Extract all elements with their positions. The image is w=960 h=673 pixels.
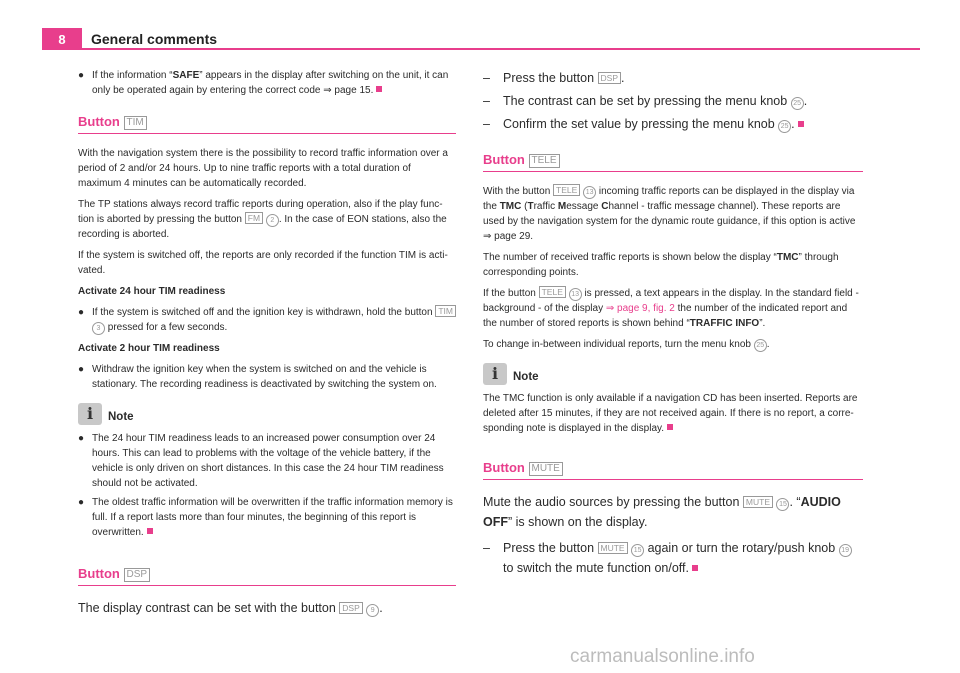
tele-paragraph-1: With the button TELE 13 incoming traffic reports can be displayed in the display via the TMC (Traffic Message Channel - traffic message channel). These reports are used by the navigation system for the dynamic route guidance, if this option is active ⇒ page 29. xyxy=(483,185,856,242)
callout-19: 19 xyxy=(839,544,852,557)
section-end-marker xyxy=(376,86,382,92)
tele-note: The TMC function is only available if a navigation CD has been inserted. Reports are deleted after 15 minutes, if they are not received again. If there is no report, a corre-sponding note is displayed in the display. xyxy=(483,393,858,434)
mute-paragraph: Mute the audio sources by pressing the button MUTE 15 . “AUDIO OFF” is shown on the display. xyxy=(483,495,841,529)
callout-25: 25 xyxy=(778,120,791,133)
tim-sub-24h: Activate 24 hour TIM readiness xyxy=(78,286,226,297)
safe-bullet: ● If the information “SAFE” appears in the display after switching on the unit, it can only be operated again by entering the correct code ⇒ page 15. xyxy=(78,70,449,96)
tim-bullet-2h: ● Withdraw the ignition key when the system is switched on and the vehicle is stationary. The recording readiness is deactivated by switching the system on. xyxy=(78,364,437,390)
section-end-marker xyxy=(798,121,804,127)
tele-key-icon: TELE xyxy=(529,154,560,168)
section-heading-tim: Button TIM xyxy=(78,114,456,134)
tim-key-icon: TIM xyxy=(124,116,147,130)
mute-step-1: – Press the button MUTE 15 again or turn the rotary/push knob 19 to switch the mute function on/off. xyxy=(483,538,863,578)
callout-15: 15 xyxy=(631,544,644,557)
page-number: 8 xyxy=(42,28,82,50)
mute-key-icon: MUTE xyxy=(529,462,563,476)
dsp-step-3: – Confirm the set value by pressing the menu knob 25 . xyxy=(483,114,863,134)
note-bullet-2: ● The oldest traffic information will be overwritten if the traffic information memory is full. If a report lasts more than four minutes, the beginning of this report is overwritten. xyxy=(78,497,453,538)
note-heading: i Note xyxy=(483,362,863,385)
left-column xyxy=(78,68,456,624)
callout-3: 3 xyxy=(92,322,105,335)
tele-paragraph-2: The number of received traffic reports is shown below the display “TMC” through corresponding points. xyxy=(483,252,839,278)
section-end-marker xyxy=(147,528,153,534)
tele-paragraph-4: To change in-between individual reports, turn the menu knob 25 . xyxy=(483,339,770,350)
note-icon: i xyxy=(483,363,507,385)
tim-paragraph-2: The TP stations always record traffic reports during operation, also if the play func-tion is aborted by pressing the button FM 2 . In the case of EON stations, also the recording is aborted. xyxy=(78,199,447,240)
callout-15: 15 xyxy=(776,498,789,511)
note-heading: i Note xyxy=(78,402,456,425)
dsp-key-icon: DSP xyxy=(598,72,621,84)
section-heading-dsp: Button DSP xyxy=(78,566,456,586)
dsp-step-2: – The contrast can be set by pressing the menu knob 25 . xyxy=(483,94,808,108)
section-heading-tele: Button TELE xyxy=(483,152,863,172)
callout-25: 25 xyxy=(754,339,767,352)
dsp-key-icon: DSP xyxy=(124,568,151,582)
tim-paragraph-3: If the system is switched off, the reports are only recorded if the function TIM is acti-vated. xyxy=(78,250,448,276)
callout-13: 13 xyxy=(583,186,596,199)
page-reference-link[interactable]: ⇒ page 9, fig. 2 xyxy=(605,303,675,314)
dsp-paragraph: The display contrast can be set with the button DSP 9 . xyxy=(78,601,383,615)
section-end-marker xyxy=(692,565,698,571)
mute-key-icon: MUTE xyxy=(743,496,773,508)
tele-key-icon: TELE xyxy=(553,184,580,196)
watermark: carmanualsonline.info xyxy=(570,646,755,667)
page-title: General comments xyxy=(91,31,218,47)
tim-sub-2h: Activate 2 hour TIM readiness xyxy=(78,343,220,354)
dsp-step-1: – Press the button DSP . xyxy=(483,71,625,85)
note-icon: i xyxy=(78,403,102,425)
fm-key-icon: FM xyxy=(245,212,263,224)
callout-2: 2 xyxy=(266,214,279,227)
tele-key-icon: TELE xyxy=(539,286,566,298)
mute-key-icon: MUTE xyxy=(598,542,628,554)
callout-13: 13 xyxy=(569,288,582,301)
section-heading-mute: Button MUTE xyxy=(483,460,863,480)
dsp-key-icon: DSP xyxy=(339,602,362,614)
section-end-marker xyxy=(667,424,673,430)
tele-paragraph-3: If the button TELE 13 is pressed, a text appears in the display. In the standard field - background - of the display ⇒ page 9, fig. 2 the number of the indicated report and the number of stored reports is shown behind “TRAFFIC INFO”. xyxy=(483,287,859,329)
callout-9: 9 xyxy=(366,604,379,617)
note-bullet-1: ● The 24 hour TIM readiness leads to an increased power consumption over 24 hours. This can lead to problems with the voltage of the vehicle battery, if the vehicle is only driven on short distances. In this case the 24 hour TIM readiness should not be activated. xyxy=(78,433,444,489)
callout-25: 25 xyxy=(791,97,804,110)
header-rule xyxy=(42,48,920,50)
tim-key-icon: TIM xyxy=(435,305,456,317)
right-column xyxy=(483,68,863,578)
tim-paragraph-1: With the navigation system there is the possibility to record traffic information over a period of 2 and/or 24 hours. Up to nine traffic reports with a total duration of maximum 4 minutes can be automatically recorded. xyxy=(78,148,448,189)
tim-bullet-24h: ● If the system is switched off and the ignition key is withdrawn, hold the button TIM 3 pressed for a few seconds. xyxy=(78,305,456,335)
